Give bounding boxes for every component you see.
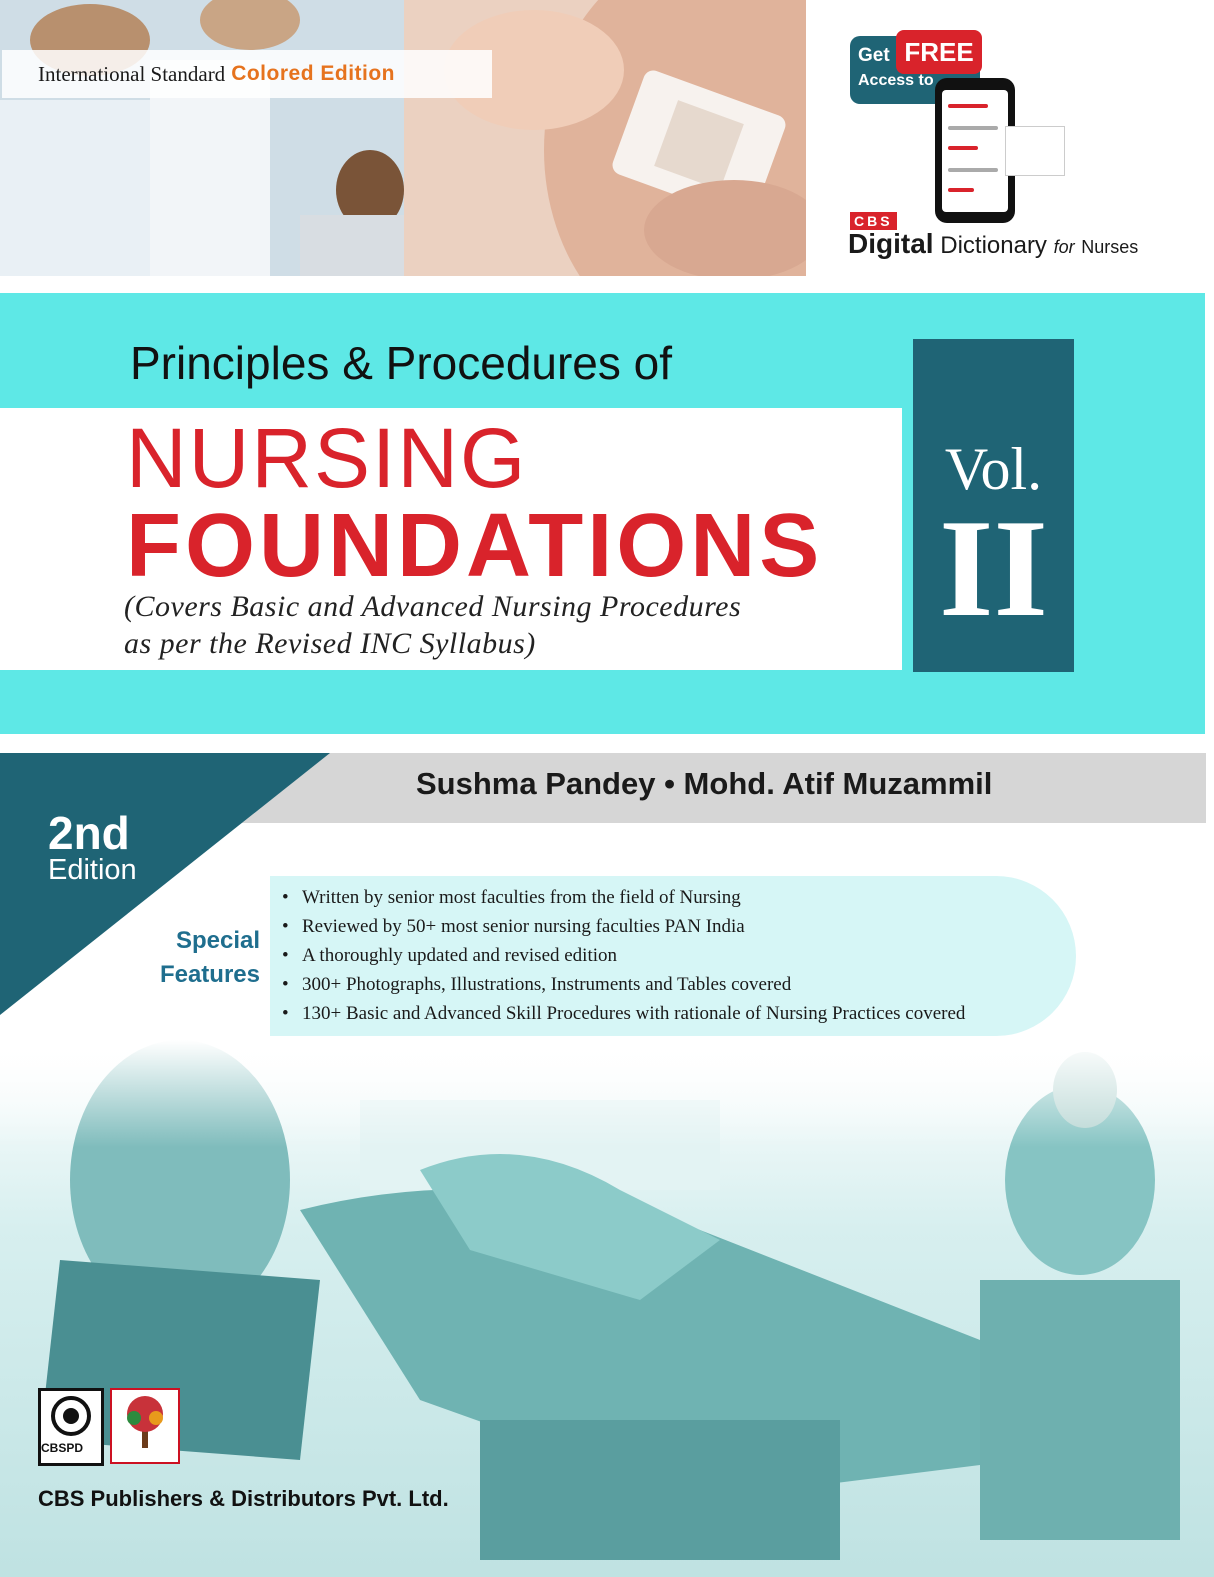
- edition-tag: [2, 50, 492, 98]
- special-heading-line-1: Special: [175, 927, 260, 954]
- volume-box: [913, 339, 1074, 672]
- coverage-line-2: as per the Revised INC Syllabus): [124, 627, 536, 660]
- dictionary-audience: Nurses: [1081, 237, 1139, 257]
- nurses-photo: [0, 0, 404, 276]
- author-names: Sushma Pandey • Mohd. Atif Muzammil: [416, 766, 993, 801]
- free-get-text: Get: [858, 45, 890, 66]
- dictionary-bold: Digital: [848, 228, 934, 259]
- features-list: [282, 883, 965, 1028]
- feature-item: • Reviewed by 50+ most senior nursing faculties PAN India: [282, 912, 965, 941]
- feature-item: • Written by senior most faculties from the field of Nursing: [282, 883, 965, 912]
- edition-colored-text: Colored Edition: [231, 62, 396, 85]
- dictionary-thumbnail: [1005, 126, 1065, 176]
- free-access-text: Access to: [858, 72, 934, 89]
- book-title-nursing: NURSING: [126, 411, 528, 505]
- digital-dictionary-title: [848, 228, 1138, 260]
- cbs-logo: CBS: [850, 212, 897, 230]
- feature-item: • 300+ Photographs, Illustrations, Instruments and Tables covered: [282, 970, 965, 999]
- edition-standard-text: International Standard: [38, 61, 226, 86]
- nursing-knowledge-tree-logo: [110, 1388, 180, 1464]
- dictionary-for: for: [1053, 237, 1075, 257]
- book-title-foundations: FOUNDATIONS: [126, 496, 824, 596]
- edition-word: Edition: [48, 854, 137, 886]
- special-heading-line-2: Features: [159, 961, 260, 988]
- edition-number: 2nd: [48, 807, 130, 859]
- dictionary-word: Dictionary: [940, 232, 1047, 259]
- feature-item: • A thoroughly updated and revised edition: [282, 941, 965, 970]
- book-subtitle: Principles & Procedures of: [130, 337, 673, 389]
- feature-item: • 130+ Basic and Advanced Skill Procedures with rationale of Nursing Practices covered: [282, 999, 965, 1028]
- phone-screen: [942, 90, 1008, 212]
- volume-label: Vol.: [944, 436, 1043, 502]
- book-coverage-note: [124, 588, 741, 662]
- cbspd-logo-text: CBSPD: [41, 1441, 84, 1455]
- free-label: FREE: [896, 30, 982, 74]
- publisher-name: CBS Publishers & Distributors Pvt. Ltd.: [38, 1486, 449, 1511]
- volume-number: II: [939, 491, 1048, 646]
- bandage-photo: [404, 0, 806, 276]
- features-divider: [268, 880, 270, 1035]
- coverage-line-1: (Covers Basic and Advanced Nursing Procedures: [124, 590, 742, 623]
- special-features-heading: [130, 924, 260, 992]
